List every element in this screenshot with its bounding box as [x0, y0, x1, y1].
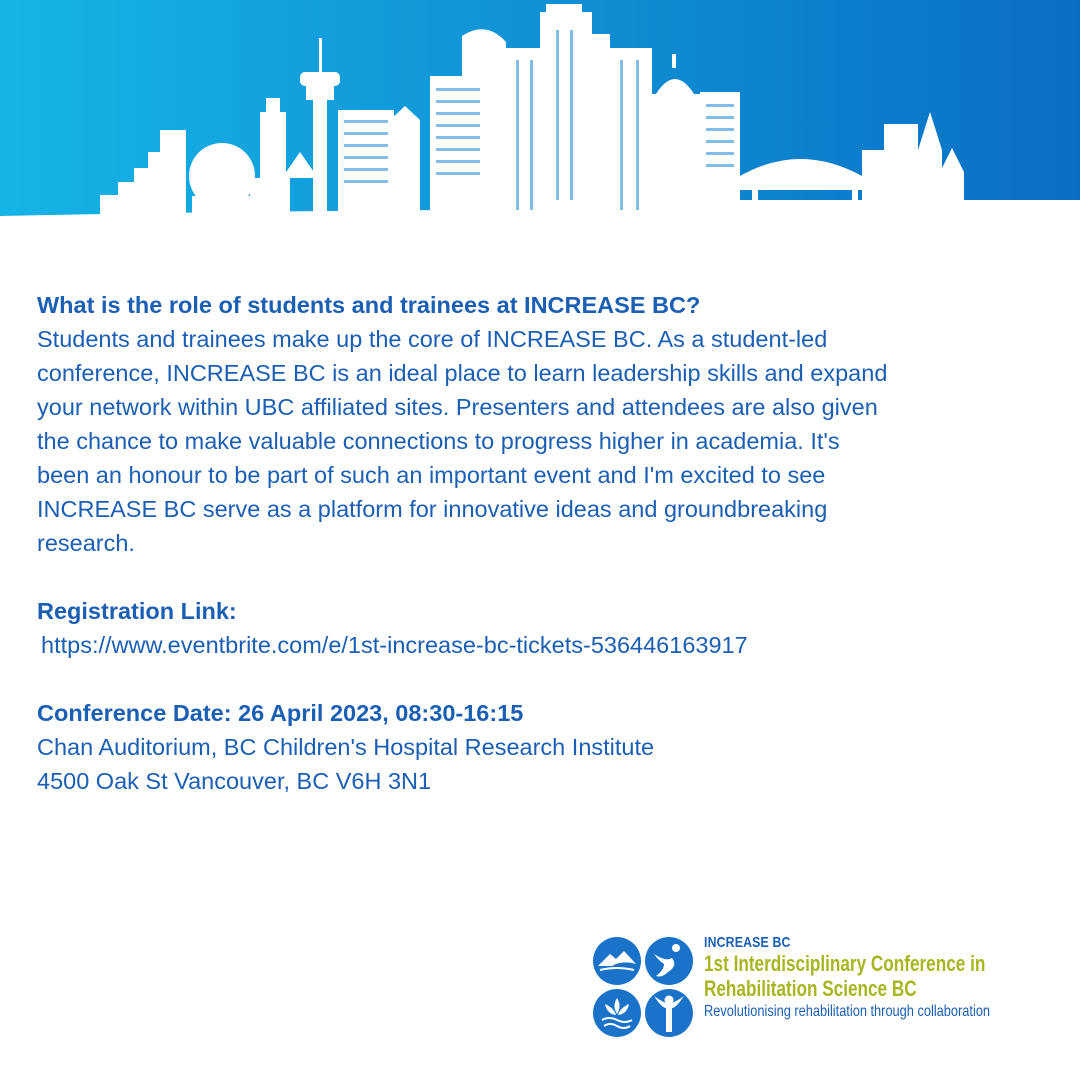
- skyline-banner: [0, 0, 1080, 300]
- answer-line: Students and trainees make up the core of INCREASE BC. As a student-led: [37, 326, 828, 352]
- venue-address: 4500 Oak St Vancouver, BC V6H 3N1: [37, 768, 432, 794]
- logo-tagline: Revolutionising rehabilitation through collaboration: [704, 1003, 991, 1020]
- spacer: [37, 560, 1047, 594]
- mountain-icon: [593, 937, 641, 985]
- logo-title-line1: 1st Interdisciplinary Conference in: [704, 951, 986, 976]
- question-heading: What is the role of students and trainees at INCREASE BC?: [37, 292, 701, 318]
- main-content: [37, 288, 1047, 798]
- conference-date: Conference Date: 26 April 2023, 08:30-16:15: [37, 700, 524, 726]
- registration-label: Registration Link:: [37, 598, 237, 624]
- answer-line: the chance to make valuable connections to progress higher in academia. It's: [37, 428, 840, 454]
- answer-line: conference, INCREASE BC is an ideal place to learn leadership skills and expand: [37, 360, 888, 386]
- registration-link[interactable]: https://www.eventbrite.com/e/1st-increase-bc-tickets-536446163917: [41, 632, 748, 658]
- answer-line: your network within UBC affiliated sites. Presenters and attendees are also given: [37, 394, 878, 420]
- logo-icon-grid: [592, 936, 696, 1040]
- lotus-water-icon: [593, 989, 641, 1037]
- logo-title-line2: Rehabilitation Science BC: [704, 976, 917, 1001]
- person-arms-up-icon: [645, 989, 693, 1037]
- answer-line: research.: [37, 530, 135, 556]
- answer-line: been an honour to be part of such an important event and I'm excited to see: [37, 462, 826, 488]
- spacer: [37, 662, 1047, 696]
- answer-line: INCREASE BC serve as a platform for innovative ideas and groundbreaking: [37, 496, 828, 522]
- logo-small-title: INCREASE BC: [704, 934, 791, 951]
- person-stretch-icon: [645, 937, 693, 985]
- increase-bc-logo: [592, 936, 1062, 1046]
- logo-text: [704, 934, 1065, 1021]
- venue-name: Chan Auditorium, BC Children's Hospital Research Institute: [37, 734, 655, 760]
